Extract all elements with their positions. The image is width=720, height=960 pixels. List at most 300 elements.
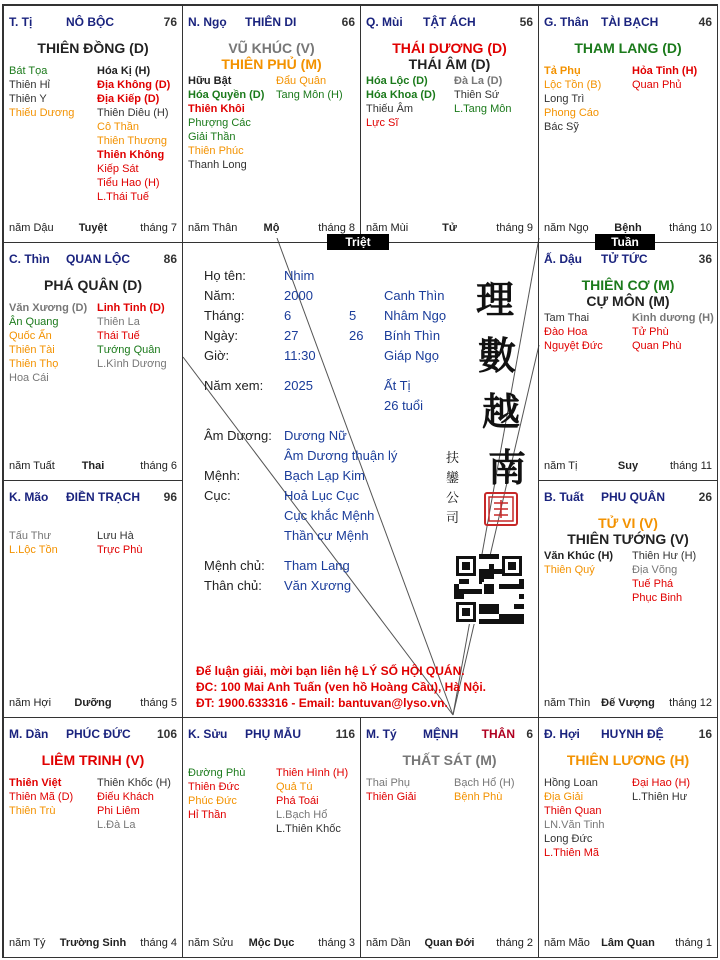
minor-star: Phi Liêm [97,805,140,817]
palace-ti [3,5,183,243]
minor-star: Thiên Hình (H) [276,767,349,779]
minor-stars-left [188,766,245,822]
palace-than [538,5,718,243]
minor-star: Thiên Hư (H) [632,550,697,562]
minor-stars-left [9,529,58,557]
menhchu-label: Mệnh chủ: [204,558,265,573]
view-label: Năm xem: [204,378,264,393]
minor-star: Thiếu Âm [366,103,414,115]
minor-star: Thiên La [97,316,140,328]
minor-star: Phúc Đức [188,795,237,807]
minor-star: Tướng Quân [97,344,161,356]
contact-line-1: Để luận giải, mời bạn liên hệ LÝ SỐ HỘI QUÁN. [196,664,465,678]
view-row [204,378,411,393]
minor-star: Thiên Việt [9,777,62,789]
minor-stars-right [454,74,511,116]
minor-star: Thanh Long [188,159,247,171]
view-year: 2025 [284,378,313,393]
main-star: TỬ VI (V) [598,515,658,531]
name-value: Nhim [284,268,315,283]
minor-star: Quả Tú [276,781,313,793]
palace-month: tháng 11 [669,460,712,472]
minor-star: L.Bạch Hổ [276,809,328,821]
minor-stars-left [9,64,74,120]
amduong-value: Dương Nữ [284,428,347,443]
palace-year: năm Hợi [9,697,52,709]
minor-star: Hóa Lộc (D) [366,75,428,87]
day-row [204,328,441,343]
minor-star: Hỉ Thần [188,809,227,821]
logo-char: 數 [478,333,517,378]
minor-star: Cô Thần [97,121,139,133]
minor-star: L.Đà La [97,819,136,831]
amduong2-value: Âm Dương thuận lý [284,448,398,463]
calligraphy-logo [472,272,527,496]
than-marker: THÂN [481,727,515,741]
palace-footer [9,222,177,236]
palace-branch: Q. Mùi [366,15,403,29]
palace-year: năm Thân [188,222,238,234]
palace-year: năm Mùi [366,222,409,234]
minor-star: Tấu Thư [9,530,52,542]
menhchu-row [204,558,350,573]
stamp-char: 扶 [446,451,460,466]
palace-branch: B. Tuất [544,490,584,504]
palace-month: tháng 2 [496,937,533,949]
minor-stars-left [544,311,603,353]
palace-month: tháng 10 [669,222,712,234]
palace-ty [360,717,539,958]
logo-char: 南 [488,445,527,490]
minor-star: Địa Không (D) [97,79,171,91]
minor-stars-left [366,74,436,130]
palace-branch: Ấ. Dậu [544,252,583,266]
minor-stars-right [97,529,142,557]
menh-row [204,468,365,483]
minor-stars-right [97,301,167,371]
minor-star: Kiếp Sát [97,163,139,175]
main-star: CỰ MÔN (M) [586,293,670,309]
minor-star: Thiên Sứ [454,89,500,101]
minor-star: Trực Phù [97,544,143,556]
palace-name: PHỤ MẪU [245,727,301,741]
palace-branch: T. Tị [9,15,33,29]
triet-tag: Triệt [327,234,389,250]
palace-phase: Dưỡng [74,697,112,709]
hour-label: Giờ: [204,348,230,363]
palace-phase: Trường Sinh [59,937,127,949]
minor-star: Hồng Loan [544,777,598,789]
minor-star: Tam Thai [544,312,590,324]
palace-month: tháng 4 [140,937,177,949]
palace-month: tháng 3 [318,937,355,949]
horoscope-chart [2,4,718,958]
palace-phase: Đế Vượng [601,697,655,709]
minor-star: L.Kình Dương [97,358,167,370]
palace-age: 46 [698,15,712,29]
age-value: 26 tuổi [384,398,424,413]
palace-age: 16 [698,727,712,741]
palace-year: năm Thìn [544,697,591,709]
palace-mao [3,480,183,718]
palace-age: 36 [698,252,712,266]
minor-star: Giải Thần [188,131,236,143]
palace-header [366,727,533,743]
main-star: VŨ KHÚC (V) [228,40,315,56]
palace-branch: K. Sửu [188,727,228,741]
minor-star: Thiên Đức [188,781,240,793]
stamp-char: 司 [446,511,460,526]
thanchu-row [204,578,352,593]
palace-branch: K. Mão [9,490,49,504]
palace-name: QUAN LỘC [66,252,130,266]
minor-star: Bác Sỹ [544,121,579,133]
palace-name: ĐIỀN TRẠCH [66,490,140,504]
palace-name: HUYNH ĐỆ [601,727,664,741]
minor-stars-left [188,74,264,172]
minor-stars-left [544,64,601,134]
center-info [184,244,541,721]
minor-star: Thiên Tài [9,344,55,356]
minor-star: L.Thiên Mã [544,847,600,859]
minor-star: Thiên Y [9,93,47,105]
month-row [204,308,447,323]
minor-star: Phục Binh [632,592,683,604]
minor-star: Điếu Khách [97,791,154,803]
main-star: THIÊN TƯỚNG (V) [567,531,689,547]
year-label: Năm: [204,288,236,303]
minor-star: LN.Văn Tinh [544,819,605,831]
minor-star: Long Đức [544,833,593,845]
amduong-label: Âm Dương: [204,428,272,443]
minor-stars-right [276,74,343,102]
palace-name: MỆNH [423,727,459,741]
palace-dan [3,717,183,958]
minor-star: Thiên Hỉ [9,79,50,91]
palace-year: năm Tị [544,460,578,472]
palace-phase: Mộc Dục [248,937,295,949]
cuc-value: Hoả Lục Cục [284,488,360,503]
minor-stars-left [544,776,605,860]
red-seal-icon [484,492,518,526]
palace-year: năm Tuất [9,460,55,472]
minor-star: Đào Hoa [544,326,588,338]
minor-star: Thiên Mã (D) [9,791,74,803]
minor-star: Nguyệt Đức [544,340,603,352]
minor-star: Thiên Khốc (H) [97,777,171,789]
palace-phase: Quan Đới [424,937,475,949]
minor-star: Thiên Giải [366,791,417,803]
palace-branch: C. Thìn [9,252,50,266]
cuc-row [204,488,360,503]
palace-age: 6 [526,727,533,741]
minor-star: Lộc Tồn (B) [544,79,602,91]
palace-dau [538,242,718,481]
minor-star: Thiên Quan [544,805,602,817]
minor-star: L.Thiên Hư [632,791,688,803]
palace-year: năm Dần [366,937,411,949]
minor-star: Thiên Thương [97,135,168,147]
palace-footer [544,937,712,951]
minor-star: Đẩu Quân [276,75,327,87]
name-row [204,268,315,283]
palace-header [9,727,177,743]
main-star: THIÊN PHỦ (M) [221,56,322,72]
palace-year: năm Dậu [9,222,54,234]
minor-star: Địa Kiếp (D) [97,93,160,105]
minor-stars-right [632,549,696,605]
menh-value: Bạch Lạp Kim [284,468,365,483]
hour-row [204,348,439,363]
palace-month: tháng 8 [318,222,355,234]
view-can: Ất Tị [384,378,411,393]
month-can: Nhâm Ngọ [384,308,447,323]
palace-name: PHU QUÂN [601,490,666,504]
day-lunar: 26 [349,328,364,343]
palace-year: năm Sửu [188,937,234,949]
main-star: THÁI DƯƠNG (D) [392,40,507,56]
minor-stars-right [632,311,714,353]
cuc2-value: Cục khắc Mệnh [284,508,375,523]
minor-star: Phong Cáo [544,107,600,119]
month-label: Tháng: [204,308,245,323]
palace-age: 26 [698,490,712,504]
palace-thin [3,242,183,481]
palace-footer [366,937,533,951]
contact-line-3: ĐT: 1900.633316 - Email: bantuvan@lyso.vn. [196,696,448,710]
palace-branch: G. Thân [544,15,589,29]
main-star: THAM LANG (D) [574,40,682,56]
minor-stars-left [9,776,73,818]
palace-header [544,490,712,506]
palace-footer [9,697,177,711]
minor-star: Bệnh Phù [454,791,503,803]
palace-name: TÀI BẠCH [601,15,659,29]
minor-star: Phượng Các [188,117,251,129]
palace-age: 116 [335,727,355,741]
palace-name: TỬ TỨC [601,252,648,266]
minor-star: Bạch Hổ (H) [454,777,515,789]
palace-month: tháng 1 [675,937,712,949]
palace-age: 56 [519,15,533,29]
year-row [204,288,445,303]
minor-star: Thiên Quý [544,564,595,576]
palace-header [9,15,177,31]
minor-stars-right [276,766,348,836]
palace-name: PHÚC ĐỨC [66,727,131,741]
minor-star: Hỏa Tinh (H) [632,65,698,77]
minor-star: Bát Tọa [9,65,48,77]
minor-star: Địa Võng [632,564,678,576]
logo-char: 越 [482,389,521,434]
minor-star: Thiên Diêu (H) [97,107,169,119]
minor-star: Lực Sĩ [366,117,399,129]
minor-star: Quốc Ấn [9,330,52,342]
palace-branch: Đ. Hợi [544,727,580,741]
palace-header [366,15,533,31]
minor-stars-right [97,64,170,204]
minor-stars-right [97,776,171,832]
palace-header [9,490,177,506]
palace-header [544,252,712,268]
minor-star: Thai Phụ [366,777,411,789]
minor-star: Văn Khúc (H) [544,550,614,562]
minor-star: Địa Giải [544,791,584,803]
minor-star: Tử Phù [632,326,669,338]
minor-star: Tả Phụ [544,65,581,77]
minor-star: Ân Quang [9,316,59,328]
minor-stars-right [454,776,515,804]
palace-phase: Tuyệt [78,222,108,234]
palace-header [9,252,177,268]
palace-branch: M. Dần [9,727,49,741]
minor-star: Long Trì [544,93,585,105]
palace-header [188,727,355,743]
minor-star: Đà La (D) [454,75,503,87]
minor-stars-left [544,549,613,577]
minor-star: Thái Tuế [97,330,140,342]
main-star: LIÊM TRINH (V) [41,752,145,768]
name-label: Họ tên: [204,268,246,283]
minor-star: Tuế Phá [632,578,674,590]
palace-name: THIÊN DI [245,15,297,29]
minor-star: Hóa Kị (H) [97,65,151,77]
palace-branch: M. Tý [366,727,397,741]
month-lunar: 5 [349,308,357,323]
palace-phase: Thai [81,460,105,472]
minor-star: Thiên Trù [9,805,56,817]
minor-star: Hoa Cái [9,372,49,384]
year-value: 2000 [284,288,313,303]
hour-value: 11:30 [284,348,316,363]
palace-suu [182,717,361,958]
palace-year: năm Mão [544,937,590,949]
palace-footer [366,222,533,236]
menh-label: Mệnh: [204,468,241,483]
palace-month: tháng 7 [140,222,177,234]
palace-phase: Suy [617,460,639,472]
palace-phase: Bệnh [614,222,642,234]
palace-ngo [182,5,361,243]
menhchu-value: Tham Lang [284,558,350,573]
minor-star: Quan Phù [632,340,682,352]
minor-star: Hóa Khoa (D) [366,89,436,101]
thanchu-value: Văn Xương [284,578,352,593]
palace-footer [9,460,177,474]
minor-star: Kình dương (H) [632,312,714,324]
minor-star: Thiên Phúc [188,145,244,157]
stamp-text [446,449,462,529]
minor-star: Thiếu Dương [9,107,75,119]
minor-star: Văn Xương (D) [9,302,88,314]
palace-month: tháng 6 [140,460,177,472]
minor-star: Linh Tinh (D) [97,302,165,314]
thanchu-label: Thân chủ: [204,578,262,593]
main-star: PHÁ QUÂN (D) [44,277,142,293]
logo-char: 理 [476,277,515,322]
day-can: Bính Thìn [384,328,441,343]
minor-star: Tang Môn (H) [276,89,343,101]
month-value: 6 [284,308,292,323]
minor-star: Hóa Quyền (D) [188,89,265,101]
palace-age: 76 [163,15,177,29]
palace-phase: Mộ [263,222,280,234]
contact-line-2: ĐC: 100 Mai Anh Tuấn (ven hồ Hoàng Cầu), Hà Nội. [196,680,487,694]
palace-age: 86 [163,252,177,266]
palace-month: tháng 5 [140,697,177,709]
main-star: THẤT SÁT (M) [402,752,497,768]
minor-star: L.Thiên Khốc [276,823,341,835]
minor-star: Đường Phù [188,767,246,779]
palace-age: 96 [163,490,177,504]
day-value: 27 [284,328,299,343]
palace-name: TẬT ÁCH [423,15,476,29]
palace-year: năm Tý [9,937,46,949]
minor-star: Thiên Không [97,149,165,161]
palace-name: NÔ BỘC [66,15,114,29]
tuan-tag: Tuần [595,234,655,250]
palace-header [544,15,712,31]
main-star: THIÊN ĐỒNG (D) [37,40,149,56]
palace-header [544,727,712,743]
year-can: Canh Thìn [384,288,445,303]
palace-month: tháng 9 [496,222,533,234]
minor-star: Hữu Bật [188,75,232,87]
palace-footer [544,460,712,474]
minor-star: Lưu Hà [97,530,134,542]
main-star: THIÊN CƠ (M) [581,277,675,293]
palace-mui [360,5,539,243]
minor-star: Phá Toái [276,795,319,807]
main-star: THIÊN LƯƠNG (H) [566,752,690,768]
stamp-char: 鑾 [446,471,460,486]
palace-year: năm Ngọ [544,222,589,234]
hour-can: Giáp Ngọ [384,348,439,363]
minor-stars-right [632,64,697,92]
palace-age: 106 [156,727,177,741]
qr-code-icon [454,554,524,624]
amduong-row [204,428,347,443]
minor-stars-left [9,301,87,385]
cuc-label: Cục: [204,488,231,503]
minor-star: L.Tang Môn [454,103,512,115]
palace-header [188,15,355,31]
minor-stars-left [366,776,416,804]
palace-tuat [538,480,718,718]
minor-star: Thiên Khôi [188,103,245,115]
stamp-char: 公 [446,491,460,506]
palace-footer [188,937,355,951]
minor-stars-right [632,776,690,804]
minor-star: Tiểu Hao (H) [97,177,160,189]
palace-month: tháng 12 [669,697,712,709]
minor-star: Đại Hao (H) [632,777,691,789]
palace-phase: Lâm Quan [601,937,655,949]
main-star: THÁI ÂM (D) [408,56,491,72]
palace-footer [544,697,712,711]
palace-footer [9,937,177,951]
minor-star: Quan Phủ [632,79,682,91]
cuc3-value: Thần cư Mệnh [284,528,369,543]
palace-age: 66 [341,15,355,29]
palace-phase: Tử [442,222,457,234]
minor-star: L.Thái Tuế [97,191,149,203]
palace-branch: N. Ngọ [188,15,227,29]
minor-star: Thiên Thọ [9,358,59,370]
day-label: Ngày: [204,328,238,343]
minor-star: L.Lộc Tồn [9,544,58,556]
palace-hoi [538,717,718,958]
